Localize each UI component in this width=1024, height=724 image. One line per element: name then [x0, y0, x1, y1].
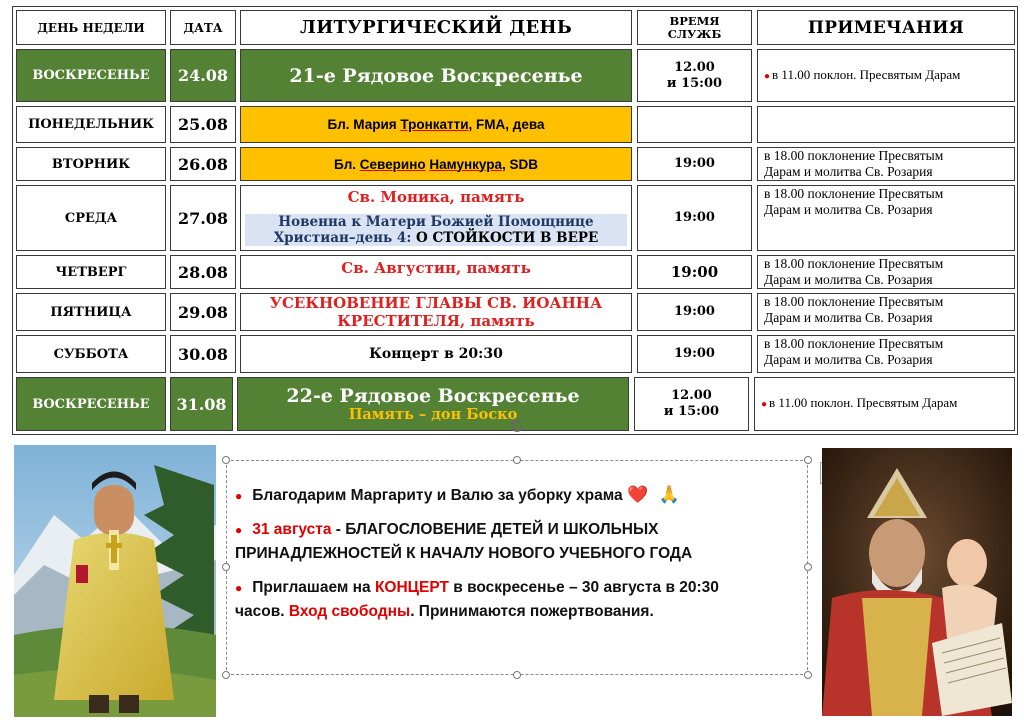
table-row-note: в 18.00 поклонение Пресвятым Дарам и молитва Св. Розария — [757, 255, 1015, 289]
table-row-liturgy: Концерт в 20:30 — [240, 335, 632, 373]
table-row-liturgy: Св. Моника, память Новенна к Матери Божией Помощнице Христиан–день 4: О СТОЙКОСТИ В ВЕРЕ — [240, 185, 632, 251]
resize-handle[interactable] — [804, 671, 812, 679]
announcement-textbox[interactable] — [226, 460, 808, 675]
table-row-note: в 18.00 поклонение Пресвятым Дарам и молитва Св. Розария — [757, 335, 1015, 373]
header-day: ДЕНЬ НЕДЕЛИ — [16, 10, 166, 45]
table-row-note — [757, 106, 1015, 143]
announcement-item: ● Благодарим Маргариту и Валю за уборку храма ❤️ 🙏 — [235, 485, 680, 504]
resize-handle[interactable] — [804, 563, 812, 571]
rotate-handle-icon[interactable] — [509, 418, 525, 434]
table-row-date: 25.08 — [170, 106, 236, 143]
header-notes: ПРИМЕЧАНИЯ — [757, 10, 1015, 45]
table-row-liturgy: 21-е Рядовое Воскресенье — [240, 49, 632, 102]
table-row-note: ● в 11.00 поклон. Пресвятым Дарам — [754, 377, 1015, 431]
table-row-time: 19:00 — [637, 293, 752, 331]
table-row-date: 29.08 — [170, 293, 236, 331]
table-row-time: 19:00 — [637, 335, 752, 373]
resize-handle[interactable] — [513, 671, 521, 679]
table-row-day: ПОНЕДЕЛЬНИК — [16, 106, 166, 143]
table-row-note: ● в 11.00 поклон. Пресвятым Дарам — [757, 49, 1015, 102]
table-row-liturgy: УСЕКНОВЕНИЕ ГЛАВЫ СВ. ИОАННА КРЕСТИТЕЛЯ, память — [240, 293, 632, 331]
table-row-liturgy: Бл. Мария Тронкатти , FMA, дева — [240, 106, 632, 143]
announcements-list — [235, 483, 800, 624]
praying-hands-icon: 🙏 — [658, 485, 680, 504]
table-row-time: 19:00 — [637, 255, 752, 289]
table-row-day: СУББОТА — [16, 335, 166, 373]
table-row-date: 24.08 — [170, 49, 236, 102]
table-row-date: 26.08 — [170, 147, 236, 181]
saint-painting-right — [822, 448, 1012, 716]
table-row-liturgy: 22-е Рядовое Воскресенье Память – дон Боско — [237, 377, 629, 431]
table-row-liturgy: Св. Августин, память — [240, 255, 632, 289]
table-row-day: ВОСКРЕСЕНЬЕ — [16, 49, 166, 102]
table-row-time — [637, 106, 752, 143]
heart-icon: ❤️ — [626, 485, 649, 504]
resize-handle[interactable] — [804, 456, 812, 464]
table-row-date: 31.08 — [170, 377, 233, 431]
table-row-day: СРЕДА — [16, 185, 166, 251]
table-row-time: 12.00 и 15:00 — [634, 377, 749, 431]
table-row-day: ЧЕТВЕРГ — [16, 255, 166, 289]
header-liturgy: ЛИТУРГИЧЕСКИЙ ДЕНЬ — [240, 10, 632, 45]
table-row-time: 12.00 и 15:00 — [637, 49, 752, 102]
table-row-date: 28.08 — [170, 255, 236, 289]
resize-handle[interactable] — [513, 456, 521, 464]
saint-portrait-left — [14, 445, 216, 717]
table-row-date: 27.08 — [170, 185, 236, 251]
table-row-liturgy: Бл. Северино Намункура , SDB — [240, 147, 632, 181]
novena-box: Новенна к Матери Божией Помощнице Христиан–день 4: О СТОЙКОСТИ В ВЕРЕ — [245, 214, 627, 246]
resize-handle[interactable] — [222, 671, 230, 679]
table-row-date: 30.08 — [170, 335, 236, 373]
table-row-time: 19:00 — [637, 185, 752, 251]
header-time: ВРЕМЯ СЛУЖБ — [637, 10, 752, 45]
table-row-note: в 18.00 поклонение Пресвятым Дарам и молитва Св. Розария — [757, 147, 1015, 181]
table-row-note: в 18.00 поклонение Пресвятым Дарам и молитва Св. Розария — [757, 185, 1015, 251]
table-row-time: 19:00 — [637, 147, 752, 181]
table-row-day: ПЯТНИЦА — [16, 293, 166, 331]
table-row-day: ВТОРНИК — [16, 147, 166, 181]
table-row-day: ВОСКРЕСЕНЬЕ — [16, 377, 166, 431]
header-date: ДАТА — [170, 10, 236, 45]
announcement-item: ● Приглашаем на КОНЦЕРТ в воскресенье – 30 августа в 20:30 часов. Вход свободны. Принимаются пожертвования. — [235, 579, 719, 620]
resize-handle[interactable] — [222, 456, 230, 464]
table-row-note: в 18.00 поклонение Пресвятым Дарам и молитва Св. Розария — [757, 293, 1015, 331]
announcement-item: ● 31 августа - БЛАГОСЛОВЕНИЕ ДЕТЕЙ И ШКОЛЬНЫХ ПРИНАДЛЕЖНОСТЕЙ К НАЧАЛУ НОВОГО УЧЕБНОГО ГОДА — [235, 521, 693, 562]
resize-handle[interactable] — [222, 563, 230, 571]
